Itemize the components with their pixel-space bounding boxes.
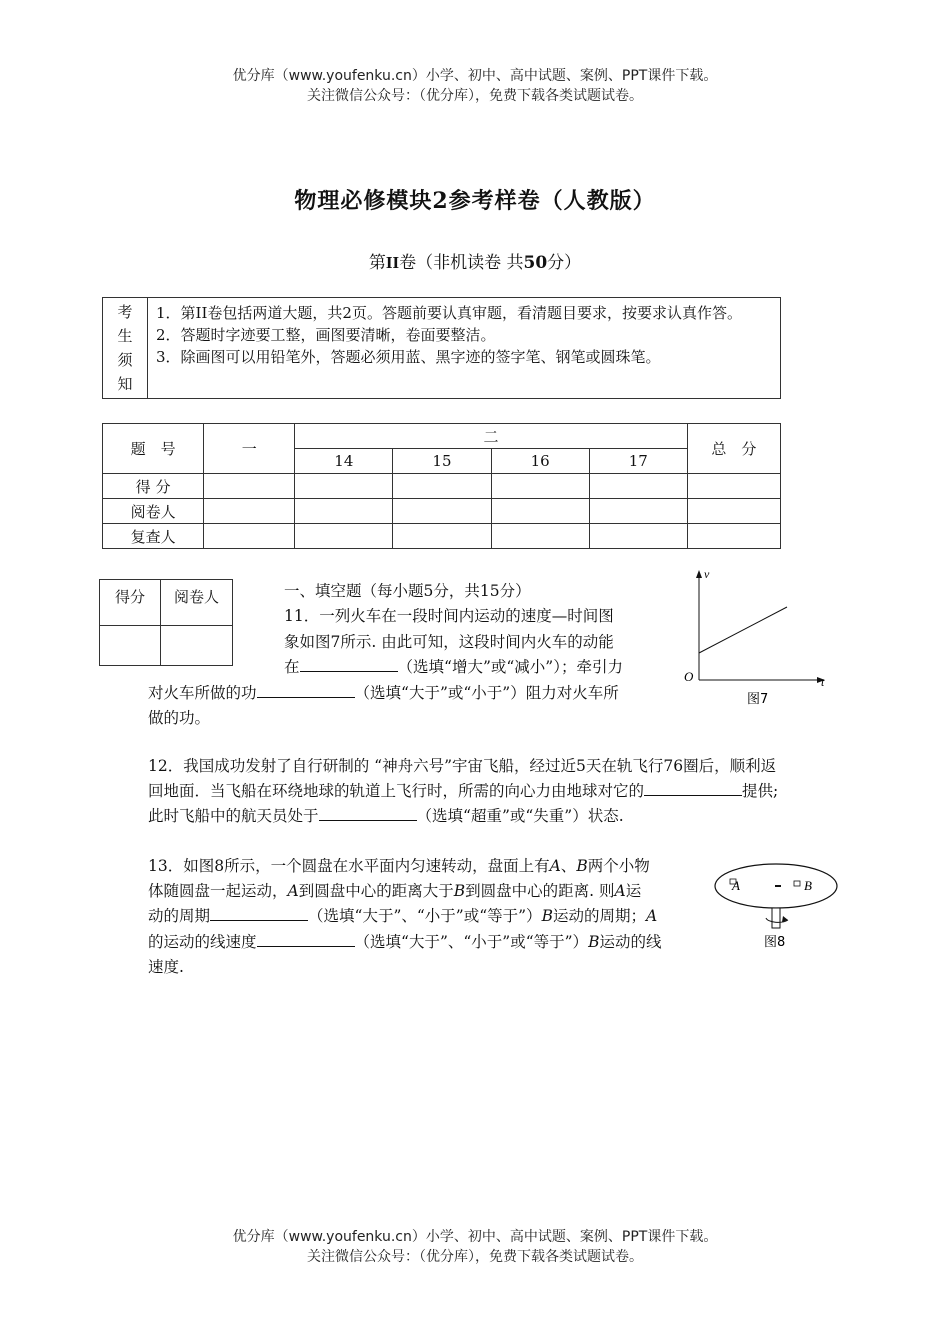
fig7-caption: 图7 [747, 692, 769, 707]
section-score-box [99, 579, 233, 666]
q13-line-3 [148, 903, 657, 929]
notice-items [148, 298, 781, 399]
section-reader-label: 阅卷人 [161, 580, 233, 626]
figure-8-rotating-disk [708, 856, 848, 956]
q13-text: 到圆盘中心的距离大于 [298, 882, 454, 900]
fig7-origin-label: O [684, 669, 694, 684]
page-subtitle [0, 248, 950, 273]
figure-7-vt-graph [680, 565, 830, 715]
subtitle-mid: 卷（非机读卷 共 [399, 253, 524, 273]
q13-var-b: B [588, 933, 600, 951]
q13-text: 13．如图8所示，一个圆盘在水平面内匀速转动，盘面上有 [148, 857, 550, 875]
page-title: 物理必修模块2参考样卷（人教版） [294, 188, 656, 214]
q12-line-2 [148, 778, 778, 804]
notice-item: 1．第II卷包括两道大题，共2页。答题前要认真审题，看清题目要求，按要求认真作答。 [156, 304, 742, 322]
q13-var-a: A [549, 857, 561, 875]
score-table [102, 423, 781, 549]
q13-text: 、 [560, 857, 577, 875]
q13-line-2 [148, 878, 641, 904]
q11-text: 对火车所做的功 [148, 684, 257, 702]
notice-side-char: 须 [117, 351, 133, 369]
q13-text: 两个小物 [587, 857, 650, 875]
q13-var-a: A [614, 882, 626, 900]
q11-blank-2[interactable] [257, 680, 355, 698]
q13-blank-2[interactable] [257, 929, 355, 947]
q13-var-a: A [645, 907, 658, 925]
q11-text: 在 [284, 658, 300, 676]
q13-text: 体随圆盘一起运动， [148, 882, 288, 900]
subtitle-prefix: 第 [368, 253, 386, 273]
q13-text: 动的周期 [148, 907, 211, 925]
q12-line-3 [148, 803, 624, 829]
score-table-header-one: 一 [204, 424, 295, 474]
score-table-sub: 17 [589, 449, 687, 474]
header-line-1: 优分库（www.youfenku.cn）小学、初中、高中试题、案例、PPT课件下载。 [232, 68, 718, 84]
q13-text: 运 [625, 882, 642, 900]
fig7-v-arrow [696, 570, 702, 578]
q13-text: 运动的线 [599, 933, 662, 951]
q11-line-5: 做的功。 [148, 709, 211, 727]
q11-line-4 [148, 680, 619, 706]
subtitle-score: 50 [523, 253, 548, 273]
score-row-label: 复查人 [103, 524, 204, 549]
q12-line-1: 12．我国成功发射了自行研制的 “神舟六号”宇宙飞船，经过近5天在轨飞行76圈后，顺利返 [148, 757, 777, 775]
table-row [103, 499, 781, 524]
q12-text: 回地面．当飞船在环绕地球的轨道上飞行时，所需的向心力由地球对它的 [148, 782, 645, 800]
q11-line-2: 象如图7所示. 由此可知，这段时间内火车的动能 [284, 633, 614, 651]
fig7-t-label: t [821, 675, 825, 689]
q13-text: 的运动的线速度 [148, 933, 257, 951]
score-table-sub: 16 [491, 449, 589, 474]
footer-line-1: 优分库（www.youfenku.cn）小学、初中、高中试题、案例、PPT课件下载。 [232, 1229, 718, 1245]
score-table-header-num: 题 号 [103, 424, 204, 474]
fig7-v-label: v [704, 567, 710, 581]
q13-blank-1[interactable] [210, 903, 308, 921]
q13-text: （选填“大于”、“小于”或“等于”） [308, 907, 542, 925]
q13-var-b: B [576, 857, 588, 875]
subtitle-volume: II [385, 253, 400, 272]
q11-text: （选填“大于”或“小于”）阻力对火车所 [354, 684, 619, 702]
table-row [103, 524, 781, 549]
q13-line-4 [148, 929, 661, 955]
score-row-label: 阅卷人 [103, 499, 204, 524]
q12-text: 此时飞船中的航天员处于 [148, 807, 319, 825]
score-table-header-total: 总 分 [687, 424, 780, 474]
header-line-2: 关注微信公众号：（优分库），免费下载各类试题试卷。 [307, 88, 643, 104]
footer-line-2: 关注微信公众号：（优分库），免费下载各类试题试卷。 [307, 1249, 643, 1265]
subtitle-suffix: 分） [547, 253, 582, 273]
q13-text: 到圆盘中心的距离. 则 [465, 882, 615, 900]
score-table-sub: 15 [393, 449, 491, 474]
q13-var-b: B [541, 907, 553, 925]
q13-text: （选填“大于”、“小于”或“等于”） [354, 933, 589, 951]
fig8-caption: 图8 [764, 935, 786, 950]
q11-line-3 [284, 654, 623, 680]
q11-line-1: 11．一列火车在一段时间内运动的速度—时间图 [284, 607, 614, 625]
q12-blank-1[interactable] [644, 778, 742, 796]
score-table-sub: 14 [295, 449, 393, 474]
score-row-label: 得 分 [103, 474, 204, 499]
notice-side-char: 考 [117, 303, 133, 321]
q11-text: （选填“增大”或“减小”）；牵引力 [397, 658, 623, 676]
section-score-label: 得分 [100, 580, 161, 626]
fig8-axle [772, 908, 780, 928]
section-heading: 一、填空题（每小题5分，共15分） [284, 582, 531, 600]
notice-item: 2．答题时字迹要工整，画图要清晰，卷面要整洁。 [156, 326, 496, 344]
notice-side-char: 知 [117, 375, 133, 393]
notice-side-char: 生 [117, 327, 133, 345]
fig8-center-mark [775, 885, 781, 887]
notice-side-label [103, 298, 148, 399]
q12-text: 提供; [742, 782, 779, 800]
fig8-label-a: A [732, 878, 740, 893]
q13-var-b: B [453, 882, 466, 900]
q12-blank-2[interactable] [319, 803, 417, 821]
q13-var-a: A [287, 882, 299, 900]
q13-text: 运动的周期； [552, 907, 646, 925]
q13-line-1 [148, 853, 650, 879]
fig7-velocity-line [699, 607, 787, 653]
notice-box [102, 297, 781, 399]
q12-text: （选填“超重”或“失重”）状态. [416, 807, 624, 825]
fig8-label-b: B [804, 878, 812, 893]
notice-item: 3．除画图可以用铅笔外，答题必须用蓝、黑字迹的签字笔、钢笔或圆珠笔。 [156, 348, 661, 366]
table-row [103, 474, 781, 499]
score-table-header-two: 二 [295, 424, 688, 449]
q11-blank-1[interactable] [300, 654, 398, 672]
q13-line-5: 速度. [148, 958, 184, 976]
